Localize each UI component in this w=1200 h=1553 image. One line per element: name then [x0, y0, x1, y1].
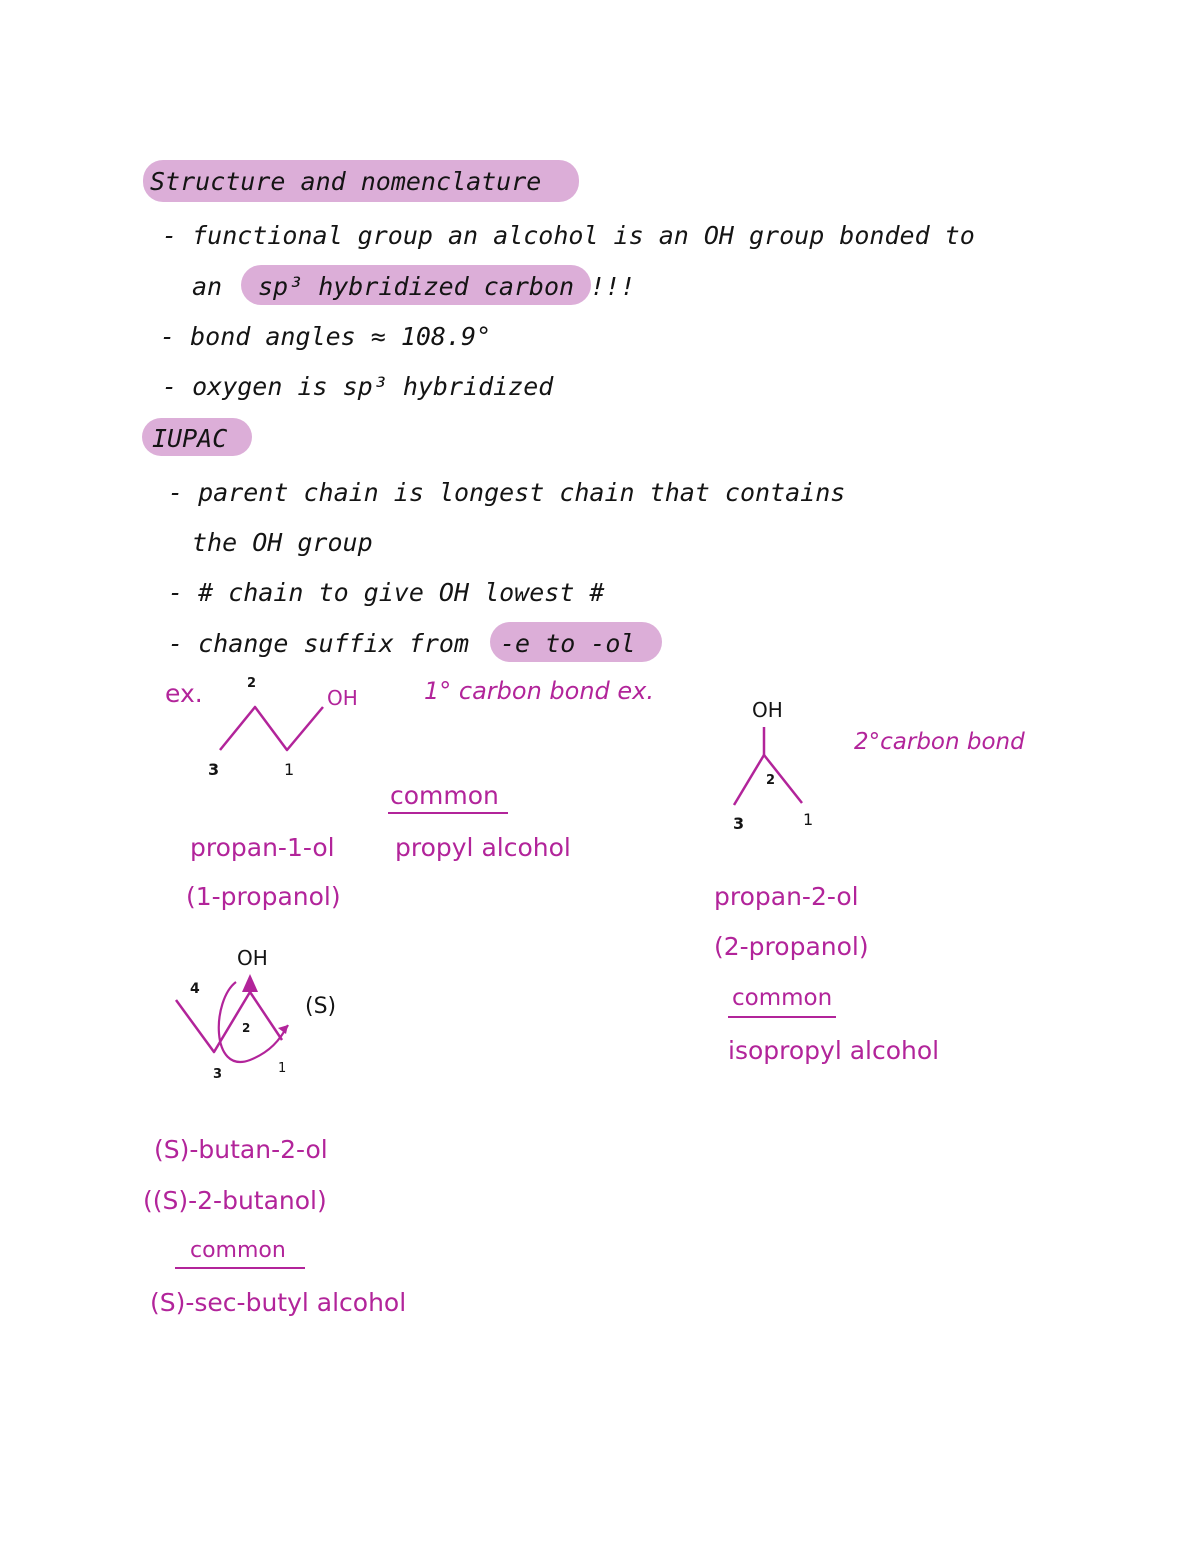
- ex1-common-underline: [388, 812, 508, 814]
- ex1-carbon-3-label: 3: [208, 760, 220, 779]
- ex1-oh-label: OH: [327, 686, 358, 710]
- ex1-alt-name: (1-propanol): [186, 882, 341, 911]
- bullet-functional-group-line1: - functional group an alcohol is an OH group bonded to: [162, 221, 975, 250]
- ex2-carbon-3-label: 3: [733, 814, 745, 833]
- ex2-bond-note: 2°carbon bond: [854, 729, 1025, 755]
- ex3-carbon-1-label: 1: [278, 1061, 287, 1076]
- ex3-iupac-name: (S)-butan-2-ol: [154, 1135, 328, 1164]
- exclamation-marks: !!!: [590, 272, 636, 301]
- section-heading: Structure and nomenclature: [150, 167, 542, 196]
- ex2-common-name: isopropyl alcohol: [728, 1036, 940, 1065]
- bullet-oxygen: - oxygen is sp³ hybridized: [162, 372, 554, 401]
- ex2-iupac-name: propan-2-ol: [714, 882, 859, 911]
- suffix-change-text: -e to -ol: [500, 629, 636, 658]
- ex1-common-name: propyl alcohol: [395, 833, 571, 862]
- ex3-alt-name: ((S)-2-butanol): [143, 1186, 327, 1215]
- iupac-rule1-line2: the OH group: [192, 528, 373, 557]
- ex1-bond-note: 1° carbon bond ex.: [424, 677, 655, 705]
- iupac-rule1-line1: - parent chain is longest chain that contains: [168, 478, 846, 507]
- iupac-title: IUPAC: [152, 424, 228, 453]
- ex1-common-header: common: [390, 781, 499, 810]
- propan-1-ol-structure: [215, 695, 335, 755]
- ex3-common-header: common: [190, 1238, 286, 1263]
- iupac-rule3-prefix: - change suffix from: [168, 629, 470, 658]
- propan-2-ol-structure: [728, 725, 808, 810]
- ex2-oh-label: OH: [752, 698, 783, 722]
- iupac-rule2: - # chain to give OH lowest #: [168, 578, 605, 607]
- ex3-common-name: (S)-sec-butyl alcohol: [150, 1288, 407, 1317]
- ex2-carbon-1-label: 1: [803, 810, 814, 829]
- ex3-carbon-4-label: 4: [190, 981, 200, 997]
- ex1-carbon-2-label: 2: [247, 676, 257, 691]
- ex3-oh-label: OH: [237, 946, 268, 970]
- ex3-carbon-2-label: 2: [242, 1021, 251, 1035]
- bullet-bond-angles: - bond angles ≈ 108.9°: [160, 322, 492, 351]
- ex1-iupac-name: propan-1-ol: [190, 833, 335, 862]
- ex3-carbon-3-label: 3: [213, 1067, 223, 1082]
- ex2-common-underline: [728, 1016, 836, 1018]
- ex1-carbon-1-label: 1: [284, 760, 295, 779]
- ex2-carbon-2-label: 2: [766, 773, 776, 788]
- ex2-alt-name: (2-propanol): [714, 932, 869, 961]
- ex3-config-label: (S): [305, 994, 337, 1019]
- sp3-carbon-text: sp³ hybridized carbon: [258, 272, 575, 301]
- bullet-functional-group-prefix: an: [192, 272, 223, 301]
- example-label: ex.: [165, 679, 203, 708]
- ex3-common-underline: [175, 1267, 305, 1269]
- ex2-common-header: common: [732, 985, 833, 1011]
